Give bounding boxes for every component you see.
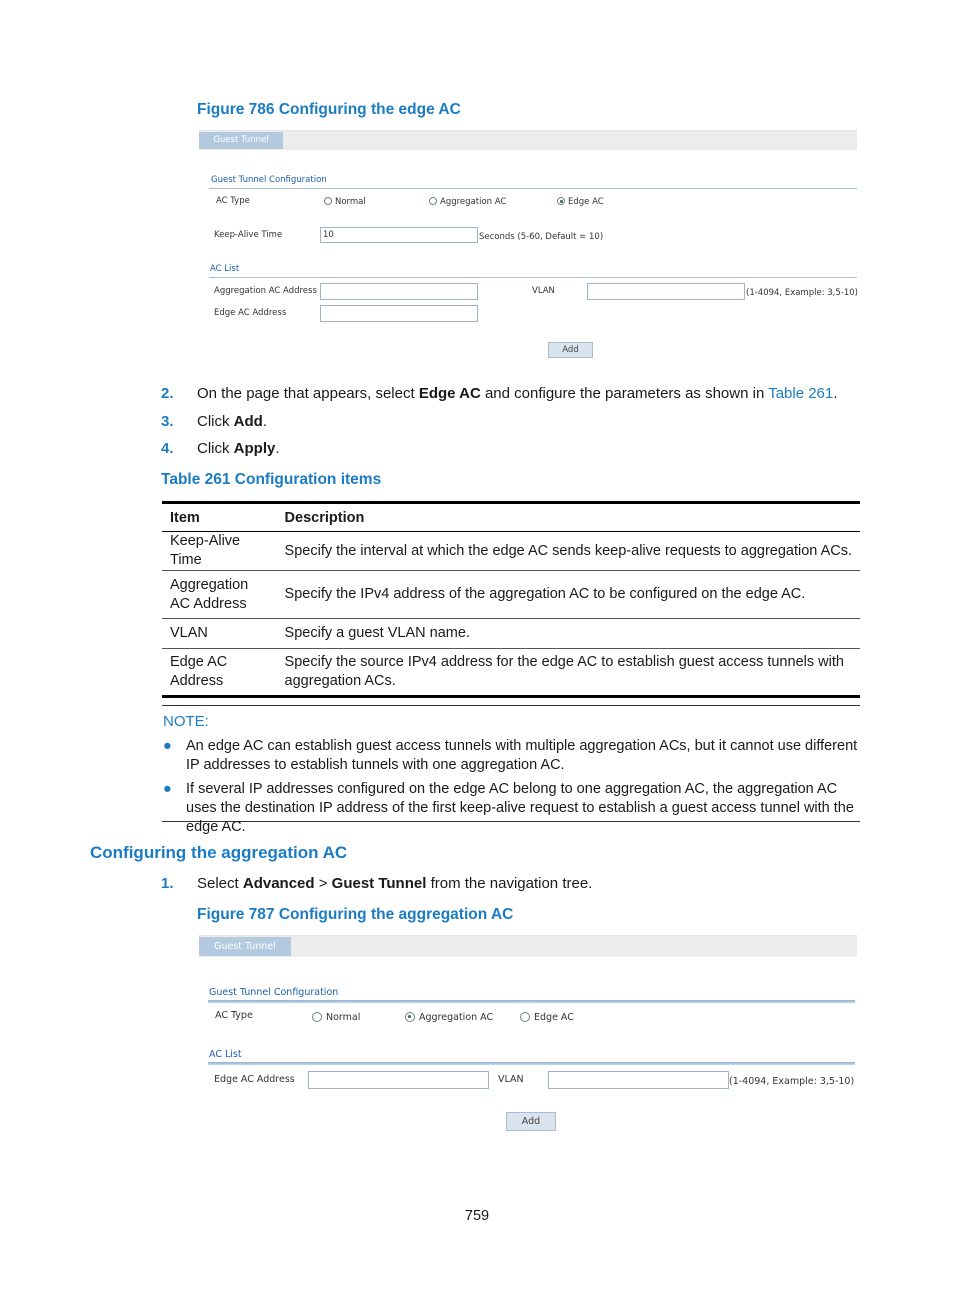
step-text: Select: [197, 875, 243, 892]
step-bold: Edge AC: [418, 385, 481, 402]
vlan-hint: (1-4094, Example: 3,5-10): [746, 288, 858, 298]
step-text: Click: [197, 413, 234, 430]
radio-aggregation-ac[interactable]: [405, 1012, 415, 1022]
note-item: [162, 737, 860, 775]
vlan-label: VLAN: [498, 1074, 524, 1085]
step-1: [161, 875, 592, 892]
table-caption: Table 261 Configuration items: [161, 471, 382, 488]
section-title-ac-list: AC List: [209, 1049, 242, 1060]
tab-guest-tunnel[interactable]: Guest Tunnel: [199, 132, 283, 149]
radio-edge-ac[interactable]: [520, 1012, 530, 1022]
cell-item: VLAN: [170, 625, 208, 641]
section-title-config: Guest Tunnel Configuration: [211, 175, 327, 185]
step-text: >: [314, 875, 332, 892]
step-number: 1.: [161, 875, 174, 892]
tab-guest-tunnel[interactable]: Guest Tunnel: [199, 937, 291, 956]
edge-address-input[interactable]: [320, 305, 478, 322]
vlan-input[interactable]: [548, 1071, 729, 1089]
step-bold: Guest Tunnel: [331, 875, 427, 892]
step-text: from the navigation tree.: [426, 875, 593, 892]
note-box: [162, 705, 860, 835]
vlan-label: VLAN: [532, 286, 555, 296]
note-item: [162, 780, 860, 837]
radio-normal-label: Normal: [335, 197, 366, 207]
radio-aggregation-label: Aggregation AC: [419, 1012, 494, 1023]
table-row: [162, 571, 860, 619]
vlan-hint: (1-4094, Example: 3,5-10): [729, 1076, 855, 1087]
radio-aggregation-label: Aggregation AC: [440, 197, 507, 207]
keepalive-label: Keep-Alive Time: [214, 230, 283, 240]
step-text: On the page that appears, select: [197, 385, 419, 402]
note-item-text: If several IP addresses configured on the edge AC belong to one aggregation AC, the aggregation AC uses the destination IP address of the first keep-alive request to establish a guest access tunnel with the edge AC.: [186, 781, 854, 835]
radio-normal[interactable]: [324, 197, 332, 205]
step-4: [161, 440, 280, 457]
note-item-text: An edge AC can establish guest access tunnels with multiple aggregation ACs, but it cannot use different IP addresses to establish tunnels with one aggregation AC.: [186, 738, 858, 773]
section-heading: Configuring the aggregation AC: [90, 843, 348, 862]
edge-address-label: Edge AC Address: [214, 1074, 295, 1085]
step-2: [161, 385, 837, 402]
table-row: [162, 532, 860, 571]
tab-bar: [199, 130, 857, 150]
radio-normal[interactable]: [312, 1012, 322, 1022]
step-bold: Add: [233, 413, 263, 430]
step-number: 3.: [161, 413, 174, 430]
step-bold: Advanced: [242, 875, 315, 892]
add-button[interactable]: Add: [506, 1112, 556, 1131]
ac-type-label: AC Type: [215, 1010, 253, 1021]
edge-address-label: Edge AC Address: [214, 308, 287, 318]
section-title-config: Guest Tunnel Configuration: [209, 987, 339, 998]
figure-caption: Figure 787 Configuring the aggregation AC: [197, 906, 514, 923]
table-row: [162, 619, 860, 649]
step-3: [161, 413, 267, 430]
note-title: NOTE:: [163, 713, 209, 730]
radio-normal-label: Normal: [326, 1012, 361, 1023]
cell-description: Specify a guest VLAN name.: [284, 625, 470, 641]
add-button[interactable]: Add: [548, 342, 593, 358]
cell-description: Specify the interval at which the edge AC sends keep-alive requests to aggregation ACs.: [284, 542, 852, 559]
edge-address-input[interactable]: [308, 1071, 489, 1089]
step-bold: Apply: [233, 440, 276, 457]
bullet-icon: ●: [163, 781, 172, 797]
section-divider: [208, 1000, 855, 1003]
step-text: .: [262, 413, 268, 430]
section-divider: [209, 277, 857, 278]
step-number: 2.: [161, 385, 174, 402]
ac-type-label: AC Type: [216, 196, 250, 206]
section-title-ac-list: AC List: [210, 264, 240, 274]
cell-description: Specify the source IPv4 address for the edge AC to establish guest access tunnels with aggregation ACs.: [284, 654, 844, 689]
figure-786-screenshot: [199, 130, 857, 362]
step-text: and configure the parameters as shown in: [480, 385, 769, 402]
page-number: 759: [464, 1208, 490, 1224]
agg-address-input[interactable]: [320, 283, 478, 300]
config-table: [162, 501, 860, 698]
keepalive-hint: Seconds (5-60, Default = 10): [479, 232, 604, 242]
tab-bar: [199, 935, 857, 957]
step-text: .: [833, 385, 838, 402]
bullet-icon: ●: [163, 738, 172, 754]
radio-aggregation-ac[interactable]: [429, 197, 437, 205]
cell-item: Keep-Alive Time: [170, 533, 241, 568]
section-divider: [208, 1062, 855, 1065]
agg-address-label: Aggregation AC Address: [214, 286, 317, 296]
header-item: Item: [170, 509, 200, 526]
step-number: 4.: [161, 440, 174, 457]
table-row: [162, 649, 860, 697]
section-divider: [209, 188, 857, 189]
vlan-input[interactable]: [587, 283, 745, 300]
radio-edge-label: Edge AC: [534, 1012, 574, 1023]
cell-description: Specify the IPv4 address of the aggregation AC to be configured on the edge AC.: [284, 586, 806, 602]
figure-caption: Figure 786 Configuring the edge AC: [197, 101, 461, 118]
table-link[interactable]: Table 261: [768, 385, 834, 402]
figure-787-screenshot: [199, 935, 857, 1135]
radio-edge-label: Edge AC: [568, 197, 604, 207]
radio-edge-ac[interactable]: [557, 197, 565, 205]
keepalive-input[interactable]: 10: [320, 227, 478, 243]
step-text: Click: [197, 440, 234, 457]
header-description: Description: [284, 509, 365, 526]
step-text: .: [275, 440, 280, 457]
cell-item: Aggregation AC Address: [170, 576, 249, 612]
cell-item: Edge AC Address: [170, 654, 228, 689]
